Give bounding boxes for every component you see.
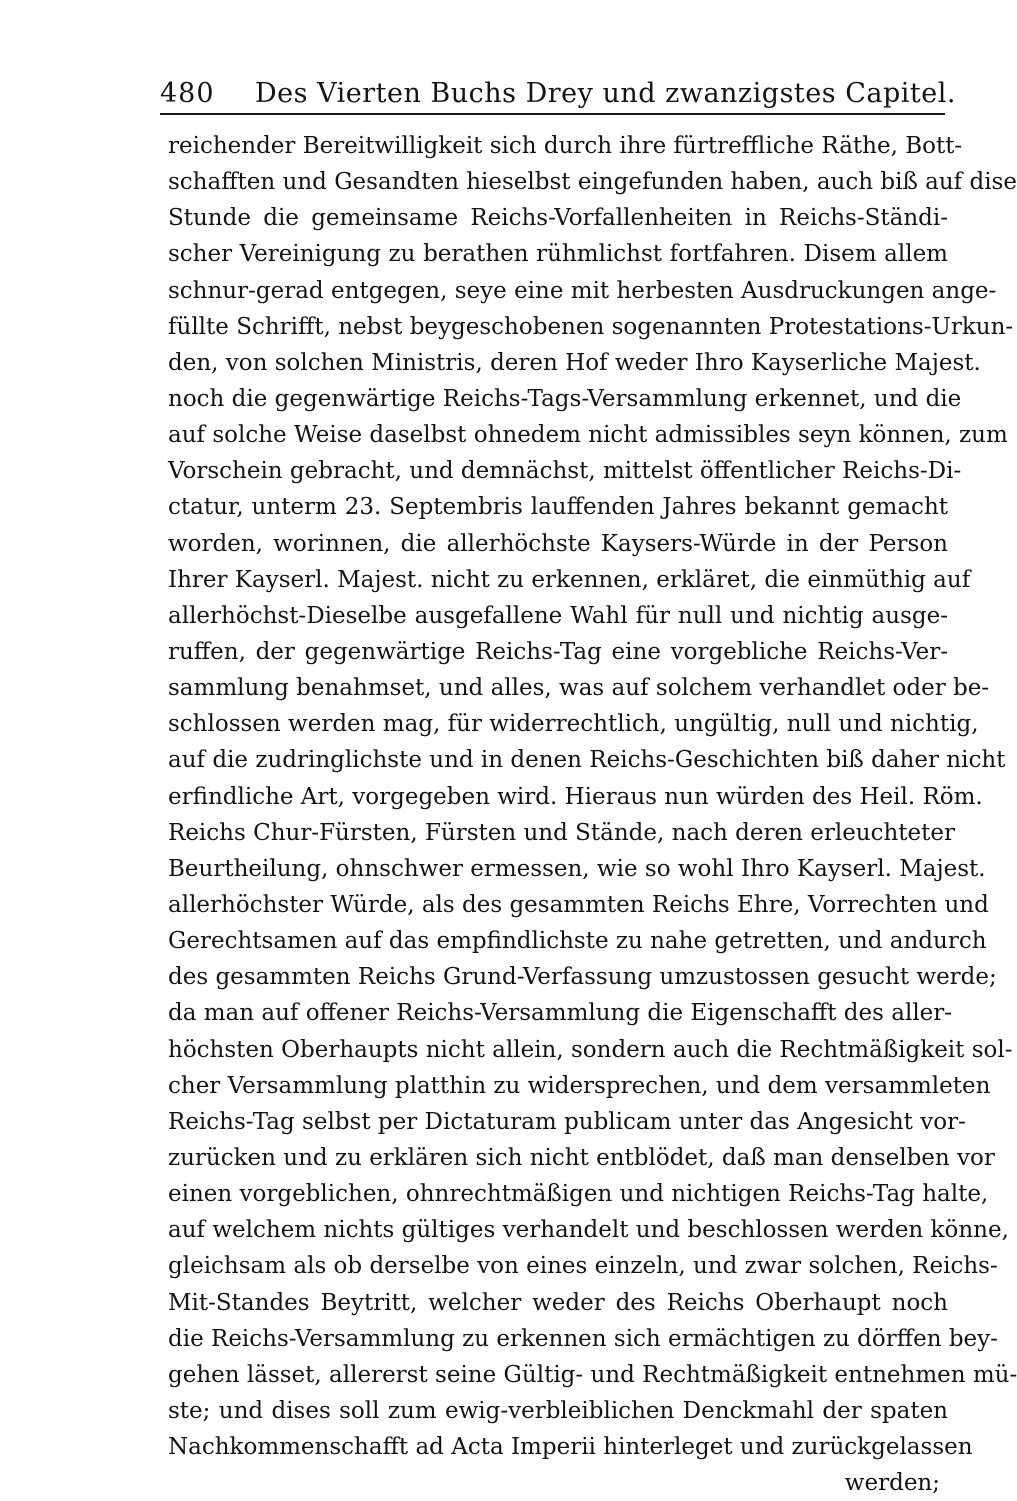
text-line: Reichs Chur-Fürsten, Fürsten und Stände, nach deren erleuchteter: [168, 819, 956, 846]
text-line: schlossen werden mag, für widerrechtlich, ungültig, null und nichtig,: [168, 711, 979, 738]
text-line: des gesammten Reichs Grund-Verfassung umzustossen gesucht werde;: [168, 964, 997, 991]
text-line: ctatur, unterm 23. Septembris lauffenden Jahres bekannt gemacht: [168, 494, 948, 521]
text-line: Reichs-Tag selbst per Dictaturam publicam unter das Angesicht vor-: [168, 1108, 966, 1135]
text-line: Gerechtsamen auf das empfindlichste zu nahe getretten, und andurch: [168, 928, 987, 955]
text-line: allerhöchster Würde, als des gesammten Reichs Ehre, Vorrechten und: [168, 891, 989, 918]
page-number: 480: [160, 78, 215, 109]
text-line: da man auf offener Reichs-Versammlung die Eigenschafft des aller-: [168, 1000, 953, 1027]
text-line: schafften und Gesandten hieselbst eingefunden haben, auch biß auf dise: [168, 169, 1017, 196]
text-line: die Reichs-Versammlung zu erkennen sich ermächtigen zu dörffen bey-: [168, 1325, 998, 1352]
text-line: reichender Bereitwilligkeit sich durch ihre fürtreffliche Räthe, Bott-: [168, 133, 963, 159]
text-line: höchsten Oberhaupts nicht allein, sondern auch die Rechtmäßigkeit sol-: [168, 1036, 1013, 1063]
text-line: füllte Schrifft, nebst beygeschobenen sogenannten Protestations-Urkun-: [168, 313, 1014, 340]
text-line: Beurtheilung, ohnschwer ermessen, wie so wohl Ihro Kayserl. Majest.: [168, 855, 986, 882]
text-line: einen vorgeblichen, ohnrechtmäßigen und nichtigen Reichs-Tag halte,: [168, 1181, 989, 1208]
text-line: worden, worinnen, die allerhöchste Kaysers-Würde in der Person: [168, 530, 948, 557]
text-line: Stunde die gemeinsame Reichs-Vorfallenheiten in Reichs-Ständi-: [168, 205, 948, 232]
text-line: erfindliche Art, vorgegeben wird. Hieraus nun würden des Heil. Röm.: [168, 783, 983, 810]
catchword: werden;: [844, 1470, 940, 1497]
text-line: Nachkommenschafft ad Acta Imperii hinterleget und zurückgelassen: [168, 1434, 973, 1461]
text-line: zurücken und zu erklären sich nicht entblödet, daß man denselben vor: [168, 1144, 995, 1171]
text-line: auf welchem nichts gültiges verhandelt und beschlossen werden könne,: [168, 1217, 1009, 1244]
text-line: allerhöchst-Dieselbe ausgefallene Wahl für null und nichtig ausge-: [168, 602, 948, 629]
text-line: gleichsam als ob derselbe von eines einzeln, und zwar solchen, Reichs-: [168, 1253, 998, 1280]
header-rule: [160, 113, 945, 115]
text-line: noch die gegenwärtige Reichs-Tags-Versammlung erkennet, und die: [168, 385, 962, 412]
body-text: [168, 128, 1017, 1501]
text-line: den, von solchen Ministris, deren Hof weder Ihro Kayserliche Majest.: [168, 349, 981, 376]
text-line: Mit-Standes Beytritt, welcher weder des Reichs Oberhaupt noch: [168, 1289, 948, 1316]
page-header: [160, 70, 956, 110]
text-line: Vorschein gebracht, und demnächst, mittelst öffentlicher Reichs-Di-: [168, 458, 962, 485]
text-line: auf die zudringlichste und in denen Reichs-Geschichten biß daher nicht: [168, 747, 1006, 774]
text-line: Ihrer Kayserl. Majest. nicht zu erkennen, erkläret, die einmüthig auf: [168, 566, 971, 593]
text-line: scher Vereinigung zu berathen rühmlichst fortfahren. Disem allem: [168, 241, 948, 268]
running-head: Des Vierten Buchs Drey und zwanzigstes Capitel.: [255, 78, 956, 109]
text-line: auf solche Weise daselbst ohnedem nicht admissibles seyn können, zum: [168, 422, 1008, 449]
text-line: gehen lässet, allererst seine Gültig- und Rechtmäßigkeit entnehmen mü-: [168, 1361, 1017, 1388]
text-line: sammlung benahmset, und alles, was auf solchem verhandlet oder be-: [168, 675, 990, 702]
text-line: ruffen, der gegenwärtige Reichs-Tag eine vorgebliche Reichs-Ver-: [168, 638, 948, 665]
text-line: cher Versammlung platthin zu widersprechen, und dem versammleten: [168, 1072, 991, 1099]
text-line: schnur-gerad entgegen, seye eine mit herbesten Ausdruckungen ange-: [168, 277, 997, 304]
text-line: ste; und dises soll zum ewig-verbleiblichen Denckmahl der spaten: [168, 1397, 948, 1424]
